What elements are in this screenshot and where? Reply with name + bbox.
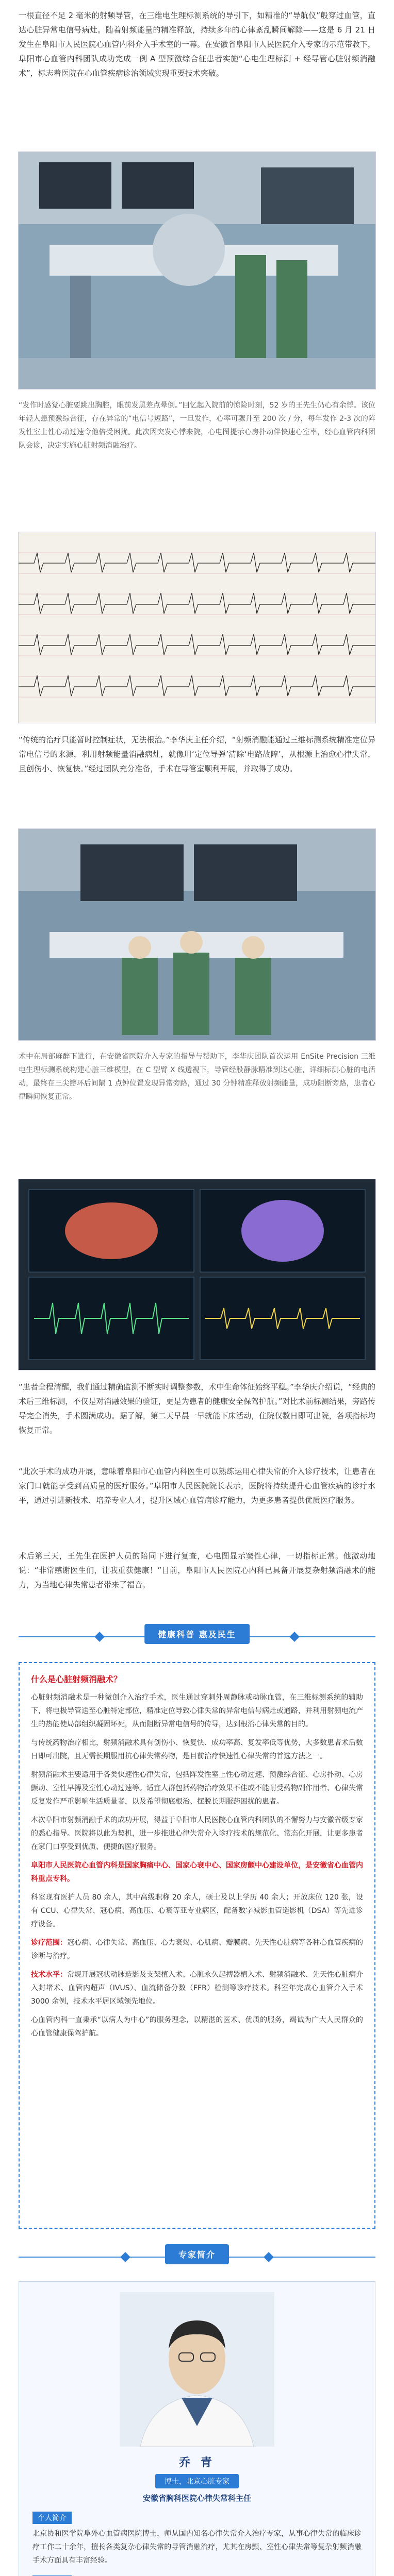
monitor-image (19, 1179, 375, 1370)
health-banner-label: 健康科普 惠及民生 (144, 1624, 250, 1644)
intro-paragraph-2: “发作时感觉心脏要跳出胸腔，眼前发黑差点晕倒。”回忆起入院前的惊险时刻，52 岁的王先生仍心有余悸。该位年轻人患预激综合征，存在异常的“电信号短路”，一旦发作，心率可骤升至 200 次 / 分，每年发作 2-3 次的阵发性室上性心动过速令他倍受困扰。此次因突发心悸来院，心电图提示心房扑动伴快速心室率，经心血管内科团队会诊，决定实施心脏射频消融治疗。 (19, 401, 375, 450)
expert-diamond-right (264, 2252, 274, 2262)
knowledge-paragraph-5: 科室现有医护人员 80 余人，其中高级职称 20 余人，硕士及以上学历 40 余人；开放床位 120 张，设有 CCU、心律失常、冠心病、高血压、心衰等亚专业病区，配备数字减影血管造影机（DSA）等先进诊疗设备。 (31, 1893, 363, 1928)
scope-label: 诊疗范围： (31, 1939, 67, 1947)
health-banner (19, 1619, 375, 1655)
intro-paragraph-4: 术中在局部麻醉下进行，在安徽省医院介入专家的指导与帮助下，李华庆团队首次运用 EnSite Precision 三维电生理标测系统构建心脏三维模型，在 C 型臂 X 线透视下，导管经股静脉精准到达心脏，详细标测心脏的电活动，最终在三尖瓣环后间隔 1 点钟位置发现异常旁路，通过 30 分钟精准释放射频能量，成功阻断旁路，患者心律瞬间恢复正常。 (19, 1053, 375, 1101)
knowledge-paragraph-2: 与传统药物治疗相比，射频消融术具有创伤小、恢复快、成功率高、复发率低等优势，大多数患者术后数日即可出院，且无需长期服用抗心律失常药物，是目前治疗快速性心律失常的首选方法之一。 (31, 1739, 363, 1760)
cath-lab-photo-2-image (19, 829, 375, 1040)
scope-text: 冠心病、心律失常、高血压、心力衰竭、心肌病、瓣膜病、先天性心脏病等各种心血管疾病的诊断与治疗。 (31, 1939, 363, 1960)
expert-diamond-left (120, 2252, 130, 2262)
intro-paragraph-7: 术后第三天，王先生在医护人员的陪同下进行复查，心电图显示窦性心律，一切指标正常。他激动地说：“非常感谢医生们，让我重获健康！”目前，阜阳市人民医院心内科已具备开展复杂射频消融术的能力，为当地心律失常患者带来了福音。 (19, 1551, 375, 1589)
knowledge-paragraph-4: 本次阜阳市射频消融手术的成功开展，得益于阜阳市人民医院心血管内科团队的不懈努力与安徽省级专家的悉心指导。医院将以此为契机，进一步推进心律失常介入诊疗技术的规范化、常态化开展，让更多患者在家门口享受到优质、便捷的医疗服务。 (31, 1816, 363, 1851)
cath-lab-photo-1-image (19, 152, 375, 389)
tech-label: 技术水平： (31, 1971, 67, 1979)
knowledge-highlight-1: 阜阳市人民医院心血管内科是国家胸痛中心、国家心衰中心、国家房颤中心建设单位，是安徽省心血管内科重点专科。 (31, 1861, 363, 1883)
knowledge-paragraph-1: 心脏射频消融术是一种微创介入治疗手术，医生通过穿刺外周静脉或动脉血管，在三维标测系统的辅助下，将电极导管送至心脏特定部位，精准定位导致心律失常的异常电信号病灶或通路，并利用射频电流产生的热能使局部组织凝固坏死，从而阻断异常电信号的传导，达到根治心律失常的目的。 (31, 1693, 363, 1728)
expert-1-name: 乔 青 (179, 2456, 215, 2469)
intro-paragraph-6: “此次手术的成功开展，意味着阜阳市心血管内科医生可以熟练运用心律失常的介入诊疗技术，让患者在家门口就能享受到高质量的医疗服务。”阜阳市人民医院院长表示，医院将持续提升心血管疾病的诊疗水平，通过引进新技术、培养专业人才，提升区域心血管病诊疗能力，为更多患者提供优质医疗服务。 (19, 1467, 375, 1505)
expert-1-bio: 北京协和医学院阜外心血管病医院博士，师从国内知名心律失常介入治疗专家，从事心律失常的临床诊疗工作二十余年，擅长各类复杂心律失常的导管消融治疗，尤其在房颤、室性心律失常等复杂射频消融手术方面具有丰富经验。 (32, 2530, 362, 2565)
expert-1-section-1-heading: 个人简介 (32, 2512, 72, 2524)
tech-text: 常规开展冠状动脉造影及支架植入术、心脏永久起搏器植入术、射频消融术、先天性心脏病介入封堵术、血管内超声（IVUS）、血流储备分数（FFR）检测等诊疗技术。科室年完成心血管介入手术 3000 余例，技术水平居区域领先地位。 (31, 1971, 363, 2006)
ecg-strip-image (19, 532, 375, 723)
ecg-strip-photo (18, 532, 376, 723)
intro-paragraph-5: “患者全程清醒，我们通过精确监测不断实时调整参数，术中生命体征始终平稳。”李华庆介绍说，“经典的术后三维标测，不仅是对消融效果的验证，更是为患者的健康安全保驾护航。”对比术前标测结果，旁路传导完全消失，手术圆满成功。据了解，第二天早晨一早就能下床活动，住院仅数日即可出院，各项指标均恢复正常。 (19, 1382, 375, 1435)
knowledge-box (19, 1662, 375, 2229)
cath-lab-photo-1 (18, 151, 376, 389)
intro-paragraph-3: “传统的治疗只能暂时控制症状，无法根治。”李华庆主任介绍，“射频消融能通过三维标测系统精准定位异常电信号的来源，利用射频能量消融病灶，就像用‘定位导弹’清除‘电路故障’，从根源上治愈心律失常，且创伤小、恢复快。”经过团队充分准备，手术在导管室顺利开展，并取得了成功。 (19, 735, 375, 773)
banner-diamond-left (94, 1632, 105, 1642)
expert-banner-label: 专家简介 (165, 2244, 229, 2264)
expert-1-portrait (120, 2292, 274, 2447)
expert-card-1 (19, 2281, 375, 2576)
monitor-photo (18, 1179, 376, 1370)
expert-1-namebox (32, 2454, 362, 2503)
expert-banner (19, 2239, 375, 2275)
knowledge-paragraph-3: 射频消融术主要适用于各类快速性心律失常，包括阵发性室上性心动过速、预激综合征、心房扑动、心房颤动、室性早搏及室性心动过速等。适宜人群包括药物治疗效果不佳或不能耐受药物副作用者、心律失常反复发作严重影响生活质量者，以及希望彻底根治、摆脱长期服药困扰的患者。 (31, 1771, 363, 1806)
expert-1-avatar (120, 2292, 274, 2447)
intro-paragraph-1: 一根直径不足 2 毫米的射频导管，在三维电生理标测系统的导引下，如精准的“导航仪”般穿过血管，直达心脏异常电信号病灶。随着射频能量的精准释放，持续多年的心律紊乱瞬间解除——这是 6 月 21 日发生在阜阳市人民医院心血管内科介入手术室的一幕。在安徽省阜阳市人民医院介入专家的示范带教下，阜阳市心血管内科团队成功完成一例 A 型预激综合征患者实施“心电生理标测 + 经导管心脏射频消融术”，标志着医院在心血管疾病诊治领域实现重要技术突破。 (19, 11, 375, 78)
knowledge-paragraph-6: 心血管内科一直秉承“以病人为中心”的服务理念，以精湛的医术、优质的服务，竭诚为广大人民群众的心血管健康保驾护航。 (31, 2016, 363, 2038)
expert-1-title: 安徽省胸科医院心律失常科主任 (142, 2494, 251, 2503)
knowledge-question: 什么是心脏射频消融术？ (31, 1674, 122, 1684)
expert-1-title-badge: 博士，北京心脏专家 (155, 2474, 239, 2488)
cath-lab-photo-2 (18, 828, 376, 1041)
banner-diamond-right (289, 1632, 300, 1642)
